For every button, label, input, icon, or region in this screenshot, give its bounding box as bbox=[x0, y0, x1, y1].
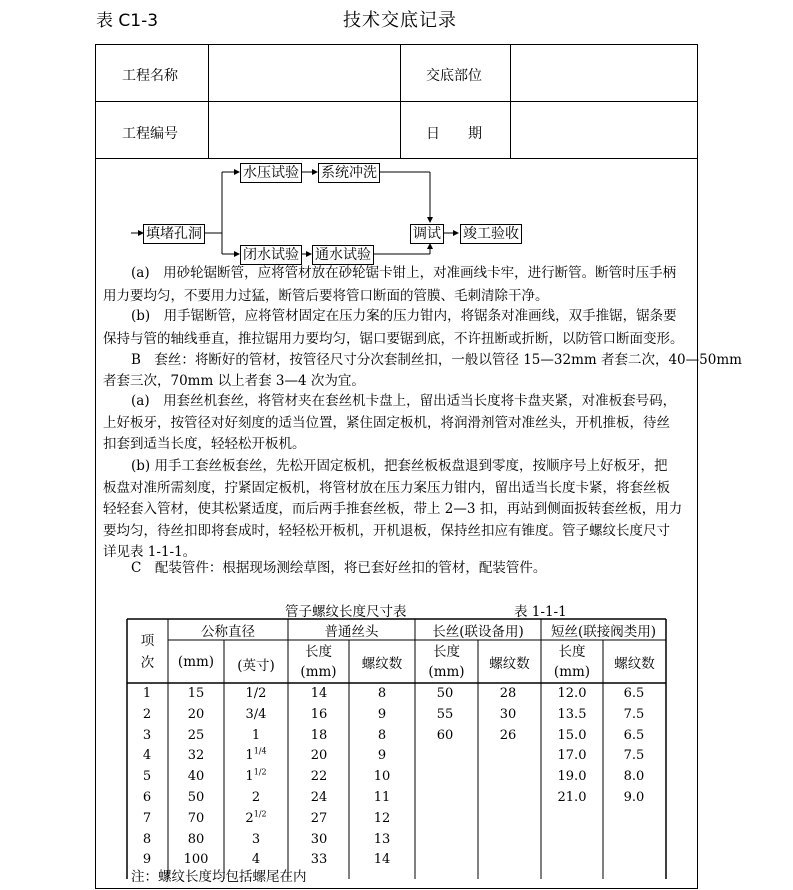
table-number: 表 1-1-1 bbox=[514, 604, 567, 620]
table-cell: 3 bbox=[251, 831, 261, 847]
table-cell: $1^{1/2}$ bbox=[245, 767, 267, 785]
column-inch bbox=[226, 684, 286, 871]
fraction-superscript: 1/4 bbox=[253, 747, 267, 757]
page-title: 技术交底记录 bbox=[343, 10, 457, 31]
table-note: 注：螺纹长度均包括螺尾在内 bbox=[131, 869, 307, 885]
table-cell: 8 bbox=[142, 831, 152, 847]
table-cell: 15 bbox=[187, 686, 205, 701]
header-short-thread: 短丝(联接阀类用) bbox=[550, 624, 657, 640]
paragraph-line: (b) 用手锯断管，应将管材固定在压力案的压力钳内，将锯条对准画线，双手推锯，锯条要 bbox=[131, 308, 677, 324]
header-threads: 螺纹数 bbox=[489, 656, 530, 672]
header-length-label: 长度 bbox=[558, 644, 586, 660]
paragraph-line: 轻轻套入管材，使其松紧适度，而后两手推套丝板，带上 2—3 扣，再站到侧面扳转套丝板，用力 bbox=[103, 501, 683, 517]
header-mm: (mm) bbox=[177, 654, 215, 670]
flow-step-water-flow-test: 通水试验 bbox=[312, 245, 374, 265]
header-item bbox=[127, 630, 168, 674]
column-normal-length bbox=[289, 684, 349, 871]
table-cell: 30 bbox=[310, 831, 328, 847]
header-inch: (英寸) bbox=[237, 658, 275, 674]
table-cell: 4 bbox=[251, 852, 261, 868]
header-threads: 螺纹数 bbox=[614, 656, 655, 672]
table-cell: 50 bbox=[436, 686, 454, 701]
table-cell: 12 bbox=[373, 810, 391, 826]
project-name-label: 工程名称 bbox=[122, 68, 178, 84]
table-cell: 16 bbox=[310, 706, 328, 722]
column-normal-threads bbox=[352, 684, 412, 871]
column-short-length bbox=[542, 684, 602, 809]
table-cell: 13 bbox=[373, 831, 391, 847]
form-code: 表 C1-3 bbox=[96, 11, 159, 31]
paragraph-line: (a) 用套丝机套丝，将管材夹在套丝机卡盘上，留出适当长度将卡盘夹紧，对准板套号码， bbox=[131, 393, 677, 409]
table-cell: 8 bbox=[377, 686, 387, 701]
header-length bbox=[415, 642, 478, 682]
header-length bbox=[288, 642, 349, 682]
table-cell: 20 bbox=[187, 706, 205, 722]
table-cell: 9 bbox=[377, 706, 387, 722]
header-normal-thread: 普通丝头 bbox=[324, 624, 379, 640]
table-cell: 14 bbox=[310, 686, 328, 701]
table-cell: 70 bbox=[187, 810, 205, 826]
paragraph-line: 详见表 1-1-1。 bbox=[103, 544, 197, 560]
table-cell: 3/4 bbox=[245, 706, 267, 722]
table-cell: 1 bbox=[251, 727, 261, 743]
header-length-label: 长度 bbox=[433, 644, 460, 660]
paragraph-line: (b) 用手工套丝板套丝，先松开固定板机，把套丝板板盘退到零度，按顺序号上好板牙，把 bbox=[131, 458, 668, 474]
table-cell: 2 bbox=[251, 789, 261, 805]
table-cell: 11 bbox=[373, 789, 391, 805]
table-cell: 13.5 bbox=[557, 706, 587, 722]
table-cell: 17.0 bbox=[557, 748, 587, 764]
location-label: 交底部位 bbox=[426, 68, 482, 84]
table-cell: $2^{1/2}$ bbox=[245, 809, 267, 826]
project-no-label: 工程编号 bbox=[122, 126, 178, 142]
paragraph-line: 扣套到适当长度，轻轻松开板机。 bbox=[103, 436, 306, 452]
table-cell: 22 bbox=[310, 769, 328, 785]
table-cell: 5 bbox=[142, 769, 152, 785]
table-cell: 26 bbox=[499, 727, 517, 743]
table-cell: 80 bbox=[187, 831, 205, 847]
header-item-line2: 次 bbox=[140, 655, 155, 671]
column-mm bbox=[166, 684, 226, 871]
table-cell: 2 bbox=[142, 706, 152, 722]
flow-step-acceptance: 竣工验收 bbox=[460, 224, 522, 244]
header-threads: 螺纹数 bbox=[361, 656, 403, 672]
table-cell: 9 bbox=[377, 748, 387, 764]
table-cell: 27 bbox=[310, 810, 328, 826]
table-cell: 18 bbox=[310, 727, 328, 743]
table-cell: 28 bbox=[499, 686, 517, 701]
header-nominal-diameter: 公称直径 bbox=[201, 624, 255, 640]
paragraph-line: C 配装管件：根据现场测绘草图，将已套好丝扣的管材，配装管件。 bbox=[131, 560, 547, 576]
paragraph-line: B 套丝：将断好的管材，按管径尺寸分次套制丝扣，一般以管径 15—32mm 者套二次，40—50mm bbox=[131, 352, 742, 368]
date-label: 日 期 bbox=[426, 126, 482, 142]
table-cell: 100 bbox=[183, 852, 209, 868]
flow-step-fill-holes: 填堵孔洞 bbox=[143, 224, 205, 244]
table-cell: 32 bbox=[187, 748, 205, 764]
header-length-unit: (mm) bbox=[553, 664, 591, 680]
paragraph-line: 上好板牙，按管径对好刻度的适当位置，紧住固定板机，将润滑剂管对准丝头，开机推板，待丝 bbox=[103, 415, 670, 431]
header-length-unit: (mm) bbox=[300, 664, 337, 680]
table-cell: 9 bbox=[142, 852, 152, 868]
table-cell: 10 bbox=[373, 769, 391, 785]
table-cell: 12.0 bbox=[557, 686, 587, 701]
table-cell: 50 bbox=[187, 789, 205, 805]
table-cell: 6.5 bbox=[623, 686, 645, 701]
table-cell: 7.5 bbox=[623, 748, 645, 764]
table-cell: 8.0 bbox=[623, 769, 645, 785]
table-cell: 60 bbox=[436, 727, 454, 743]
table-cell: 8 bbox=[377, 727, 387, 743]
header-length-unit: (mm) bbox=[428, 664, 465, 680]
header-length bbox=[541, 642, 603, 682]
table-cell: 33 bbox=[310, 852, 328, 868]
header-long-thread: 长丝(联设备用) bbox=[432, 624, 524, 640]
flow-step-pressure-test: 水压试验 bbox=[240, 163, 302, 183]
paragraph-line: 用力要均匀，不要用力过猛，断管后要将管口断面的管膜、毛刺清除干净。 bbox=[103, 288, 549, 304]
table-cell: 7.5 bbox=[623, 706, 645, 722]
column-long-threads bbox=[478, 684, 538, 746]
table-cell: $1^{1/4}$ bbox=[245, 747, 267, 764]
paragraph-line: 保持与管的轴线垂直，推拉锯用力要均匀，锯口要锯到底，不许扭断或折断，以防管口断面变形。 bbox=[103, 331, 684, 347]
table-cell: 21.0 bbox=[557, 789, 587, 805]
flow-step-flushing: 系统冲洗 bbox=[318, 163, 380, 183]
table-cell: 14 bbox=[373, 852, 391, 868]
fraction-superscript: 1/2 bbox=[253, 809, 267, 819]
table-cell: 15.0 bbox=[557, 727, 587, 743]
table-cell: 55 bbox=[436, 706, 454, 722]
table-cell: 9.0 bbox=[623, 789, 645, 805]
flow-step-debug: 调试 bbox=[410, 224, 444, 244]
paragraph-line: (a) 用砂轮锯断管，应将管材放在砂轮锯卡钳上，对准画线卡牢，进行断管。断管时压手柄 bbox=[131, 265, 677, 281]
table-cell: 4 bbox=[142, 748, 152, 764]
table-cell: 24 bbox=[310, 789, 328, 805]
table-cell: 25 bbox=[187, 727, 205, 743]
table-caption: 管子螺纹长度尺寸表 bbox=[285, 604, 407, 620]
table-cell: 1/2 bbox=[245, 686, 267, 701]
table-cell: 30 bbox=[499, 706, 517, 722]
column-long-length bbox=[415, 684, 475, 746]
flow-step-closed-water-test: 闭水试验 bbox=[240, 245, 302, 265]
table-cell: 1 bbox=[142, 686, 152, 701]
table-cell: 6 bbox=[142, 789, 152, 805]
table-cell: 6.5 bbox=[623, 727, 645, 743]
table-cell: 19.0 bbox=[557, 769, 587, 785]
header-item-line1: 项 bbox=[140, 633, 155, 649]
fraction-superscript: 1/2 bbox=[253, 767, 267, 777]
header-length-label: 长度 bbox=[305, 644, 332, 660]
table-cell: 40 bbox=[187, 769, 205, 785]
table-cell: 20 bbox=[310, 748, 328, 764]
paragraph-line: 板盘对准所需刻度，拧紧固定板机，将管材放在压力案压力钳内，留出适当长度卡紧，将套丝板 bbox=[103, 480, 670, 496]
table-cell: 7 bbox=[142, 810, 152, 826]
column-short-threads bbox=[604, 684, 664, 809]
table-cell: 3 bbox=[142, 727, 152, 743]
paragraph-line: 要均匀，待丝扣即将套成时，轻轻松开板机，开机退板，保持丝扣应有锥度。管子螺纹长度尺寸 bbox=[103, 523, 670, 539]
paragraph-line: 者套三次，70mm 以上者套 3—4 次为宜。 bbox=[103, 373, 365, 389]
